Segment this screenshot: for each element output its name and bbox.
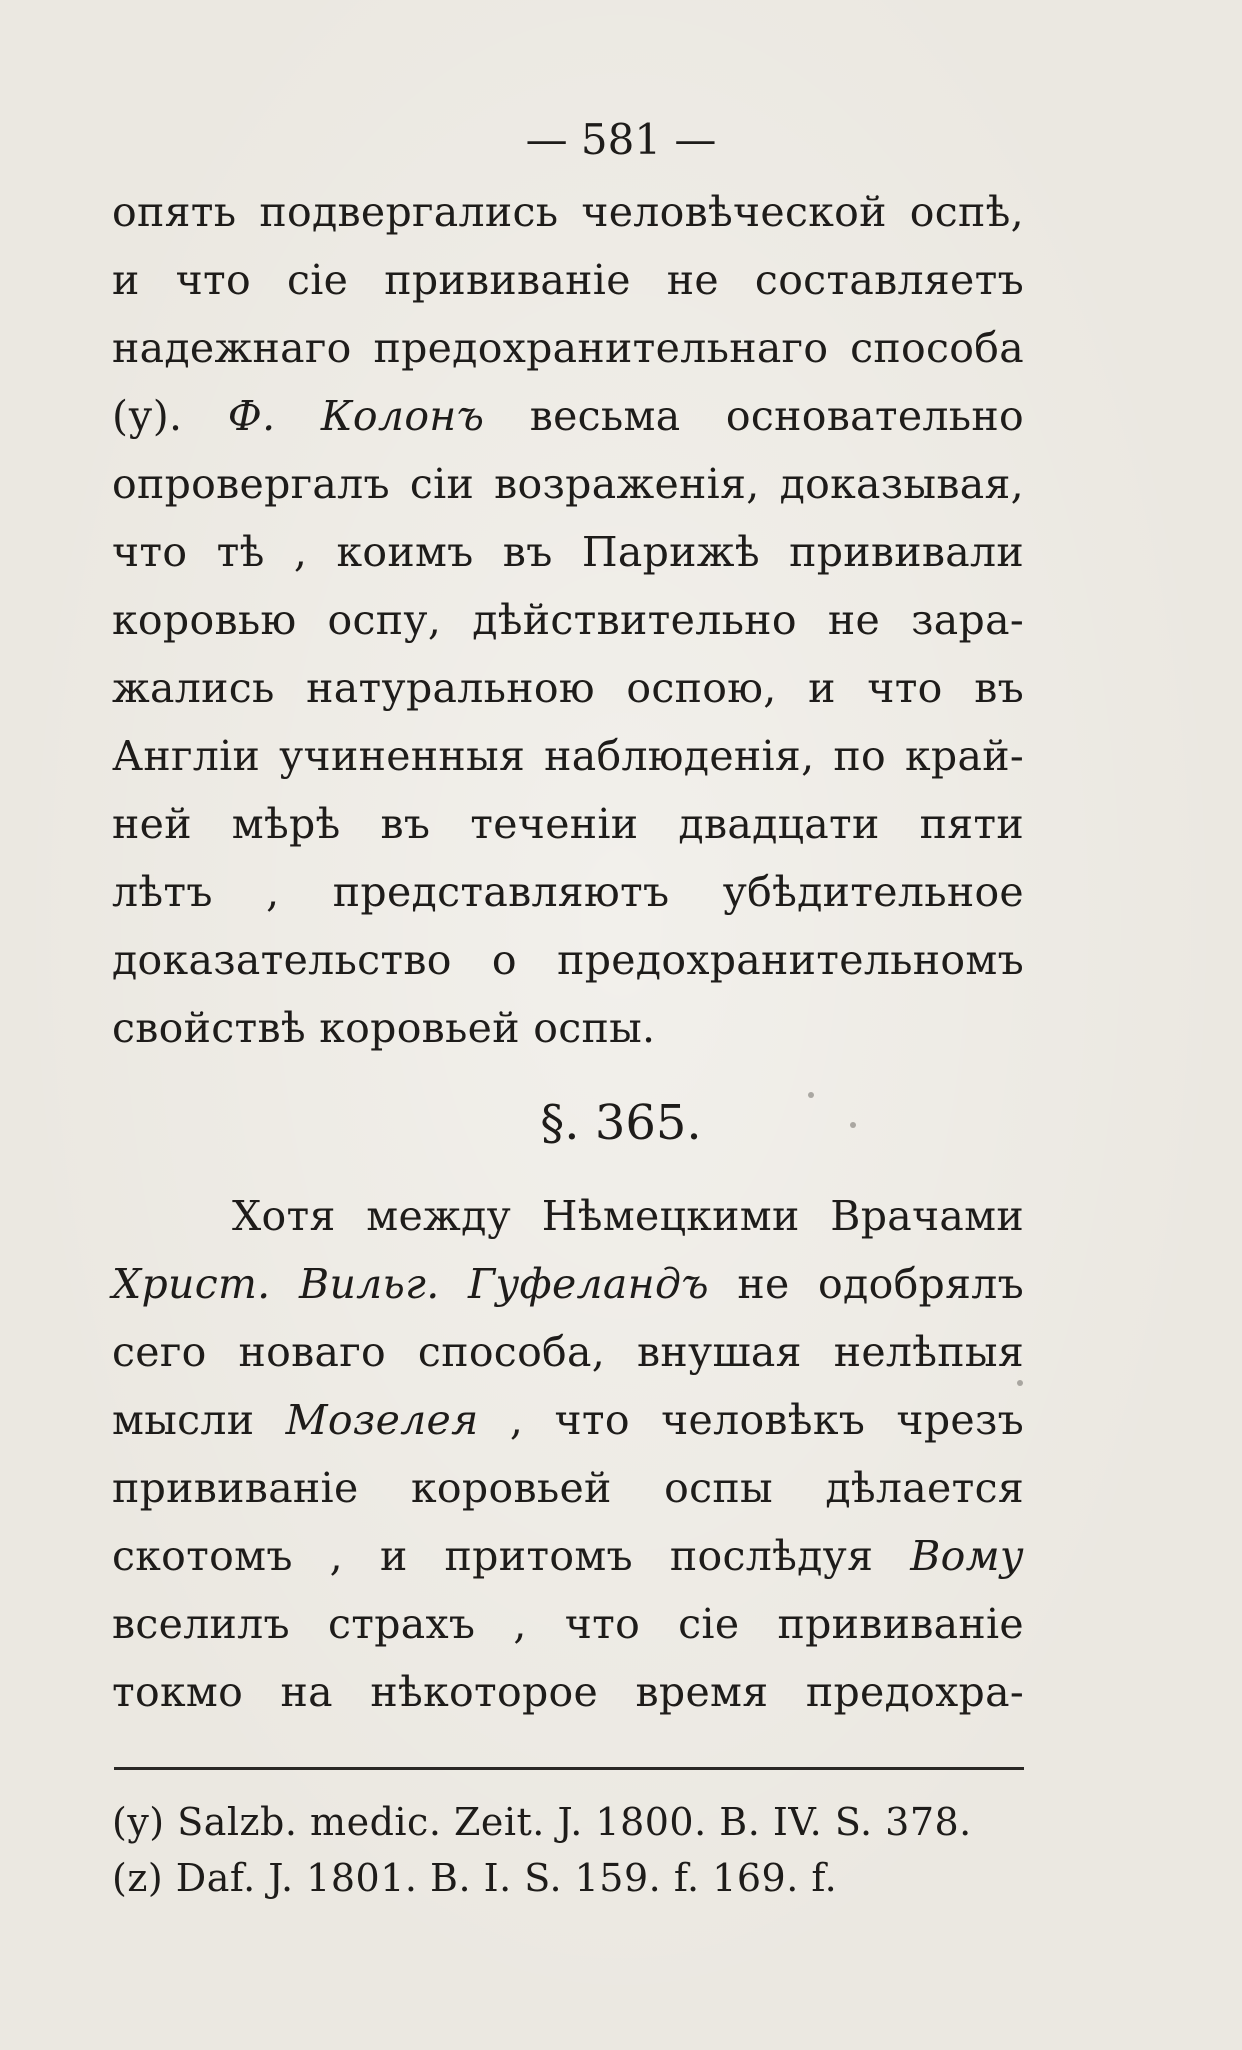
italic-name: Мозелея — [285, 1396, 479, 1444]
text-line — [232, 1188, 1024, 1244]
text-line — [112, 1324, 1024, 1380]
text-line — [112, 1528, 1024, 1584]
text-line — [112, 320, 1024, 376]
text-line — [112, 1460, 1024, 1516]
text-line — [112, 184, 1024, 240]
text-run: скотомъ , и притомъ послѣдуя — [112, 1532, 911, 1580]
text-run: не одобрялъ — [708, 1260, 1024, 1308]
text-line — [112, 932, 1024, 988]
text-run: коровью оспу, дѣйствительно не зара- — [112, 596, 1024, 644]
text-line — [112, 1596, 1024, 1652]
text-line — [112, 1392, 1024, 1448]
paper-speck — [850, 1122, 856, 1128]
text-line — [112, 252, 1024, 308]
italic-name: Вому — [910, 1532, 1024, 1580]
text-run: токмо на нѣкоторое время предохра- — [112, 1668, 1024, 1716]
section-heading: §. 365. — [540, 1095, 702, 1151]
text-run: что тѣ , коимъ въ Парижѣ прививали — [112, 528, 1024, 576]
text-run: вселилъ страхъ , что сіе прививаніе — [112, 1600, 1024, 1648]
italic-name: Христ. Вильг. Гуфеландъ — [112, 1260, 709, 1308]
running-head-page-number: — 581 — — [525, 115, 717, 164]
text-line — [112, 592, 1024, 648]
text-line — [112, 1664, 1024, 1720]
text-run: доказательство о предохранительномъ — [112, 936, 1024, 984]
text-run: опять подвергались человѣческой оспѣ, — [112, 188, 1024, 236]
text-run: , что человѣкъ чрезъ — [478, 1396, 1024, 1444]
text-line — [112, 728, 1024, 784]
footnote-y: (y) Salzb. medic. Zeit. J. 1800. B. IV. S. 378. — [112, 1800, 972, 1844]
text-line — [112, 524, 1024, 580]
text-run: весьма основательно — [484, 392, 1024, 440]
text-run: прививаніе коровьей оспы дѣлается — [112, 1464, 1024, 1512]
text-run: сего новаго способа, внушая нелѣпыя — [112, 1328, 1024, 1376]
text-run: надежнаго предохранительнаго способа — [112, 324, 1024, 372]
footnote-z: (z) Daf. J. 1801. B. I. S. 159. f. 169. f. — [112, 1856, 838, 1900]
text-line — [112, 388, 1024, 444]
paper-speck — [1017, 1380, 1023, 1386]
text-line — [112, 864, 1024, 920]
text-line — [112, 456, 1024, 512]
text-run: и что сіе прививаніе не составляетъ — [112, 256, 1024, 304]
paper-speck — [808, 1092, 814, 1098]
text-line — [112, 1000, 1024, 1056]
footnote-rule — [114, 1767, 1024, 1770]
italic-name: Ф. Колонъ — [227, 392, 485, 440]
text-run: жались натуральною оспою, и что въ — [112, 664, 1024, 712]
text-run: опровергалъ сіи возраженія, доказывая, — [112, 460, 1024, 508]
text-line — [112, 1256, 1024, 1312]
text-line — [112, 660, 1024, 716]
text-run: ней мѣрѣ въ теченіи двадцати пяти — [112, 800, 1024, 848]
text-run: мысли — [112, 1396, 286, 1444]
text-run: свойствѣ коровьей оспы. — [112, 1004, 656, 1052]
text-line — [112, 796, 1024, 852]
text-run: (у). — [112, 392, 228, 440]
text-run: Хотя между Нѣмецкими Врачами — [232, 1192, 1024, 1240]
text-run: лѣтъ , представляютъ убѣдительное — [112, 868, 1024, 916]
text-run: Англіи учиненныя наблюденія, по край- — [112, 732, 1024, 780]
